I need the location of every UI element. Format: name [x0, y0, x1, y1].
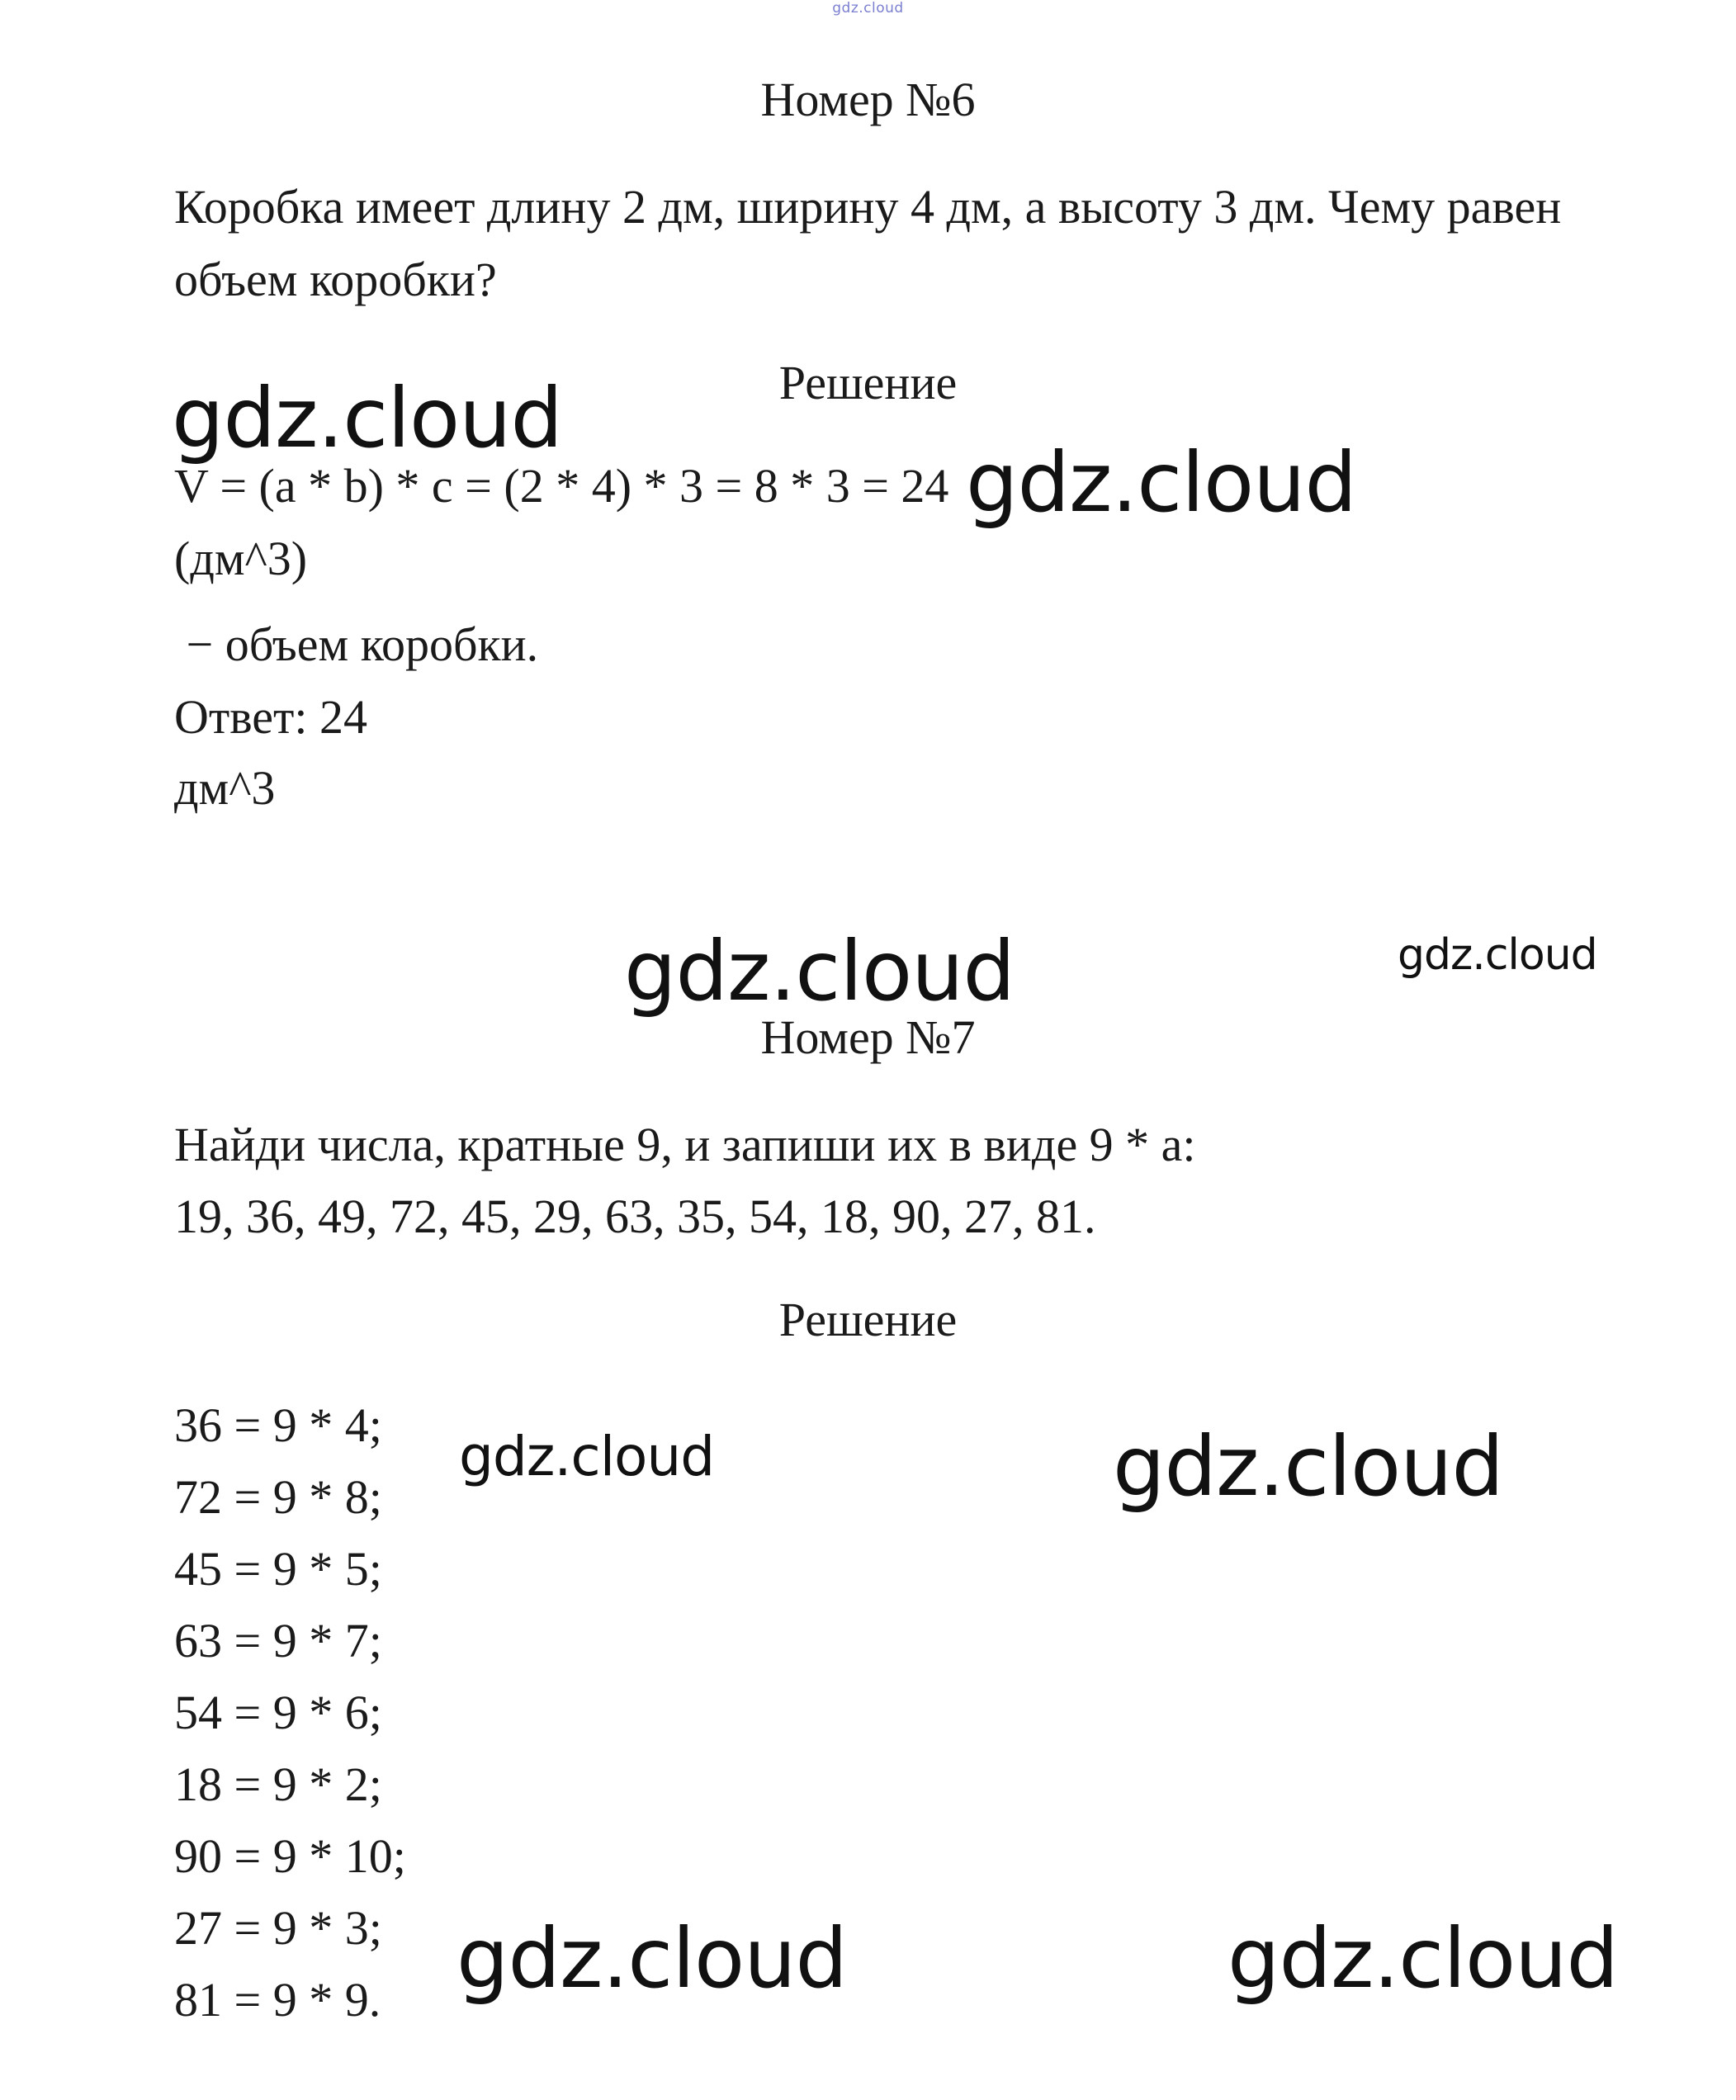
task7-solution-line: 90 = 9 * 10;	[174, 1829, 406, 1883]
task7-title: Номер №7	[760, 1010, 976, 1064]
task6-question-line2: объем коробки?	[174, 253, 497, 306]
task7-solution-line: 63 = 9 * 7;	[174, 1614, 382, 1667]
task6-solution-label: Решение	[778, 356, 958, 409]
task6-title: Номер №6	[760, 73, 976, 126]
task7-solution-line: 45 = 9 * 5;	[174, 1542, 382, 1596]
task7-solution-label: Решение	[778, 1293, 958, 1346]
task7-solution-line: 54 = 9 * 6;	[174, 1686, 382, 1739]
task7-solution-line: 81 = 9 * 9.	[174, 1973, 381, 2027]
watermark-logo: gdz.cloud	[459, 1425, 715, 1488]
task6-question-line1: Коробка имеет длину 2 дм, ширину 4 дм, а высоту 3 дм. Чему равен	[174, 180, 1562, 234]
top-watermark: gdz.cloud	[832, 0, 904, 17]
watermark-logo: gdz.cloud	[1227, 1910, 1619, 2007]
task7-question-line1: Найди числа, кратные 9, и запиши их в виде 9 * а:	[174, 1118, 1196, 1171]
watermark-logo: gdz.cloud	[966, 434, 1357, 531]
task6-answer: Ответ: 24	[174, 690, 367, 744]
watermark-logo: gdz.cloud	[456, 1910, 848, 2007]
watermark-logo: gdz.cloud	[1113, 1418, 1504, 1515]
task7-question-line2: 19, 36, 49, 72, 45, 29, 63, 35, 54, 18, 90, 27, 81.	[174, 1190, 1096, 1243]
task6-solution-line: (дм^3)	[174, 532, 308, 585]
watermark-logo: gdz.cloud	[624, 923, 1015, 1019]
task6-solution-line: − объем коробки.	[174, 617, 539, 671]
task6-solution-line: V = (a * b) * c = (2 * 4) * 3 = 8 * 3 = 24	[174, 459, 949, 513]
task7-solution-line: 18 = 9 * 2;	[174, 1757, 382, 1811]
task7-solution-line: 36 = 9 * 4;	[174, 1398, 382, 1452]
task7-solution-line: 72 = 9 * 8;	[174, 1470, 382, 1524]
watermark-logo: gdz.cloud	[1398, 930, 1597, 980]
task6-answer-unit: дм^3	[174, 761, 276, 815]
watermark-logo: gdz.cloud	[172, 370, 563, 466]
task7-solution-line: 27 = 9 * 3;	[174, 1901, 382, 1955]
